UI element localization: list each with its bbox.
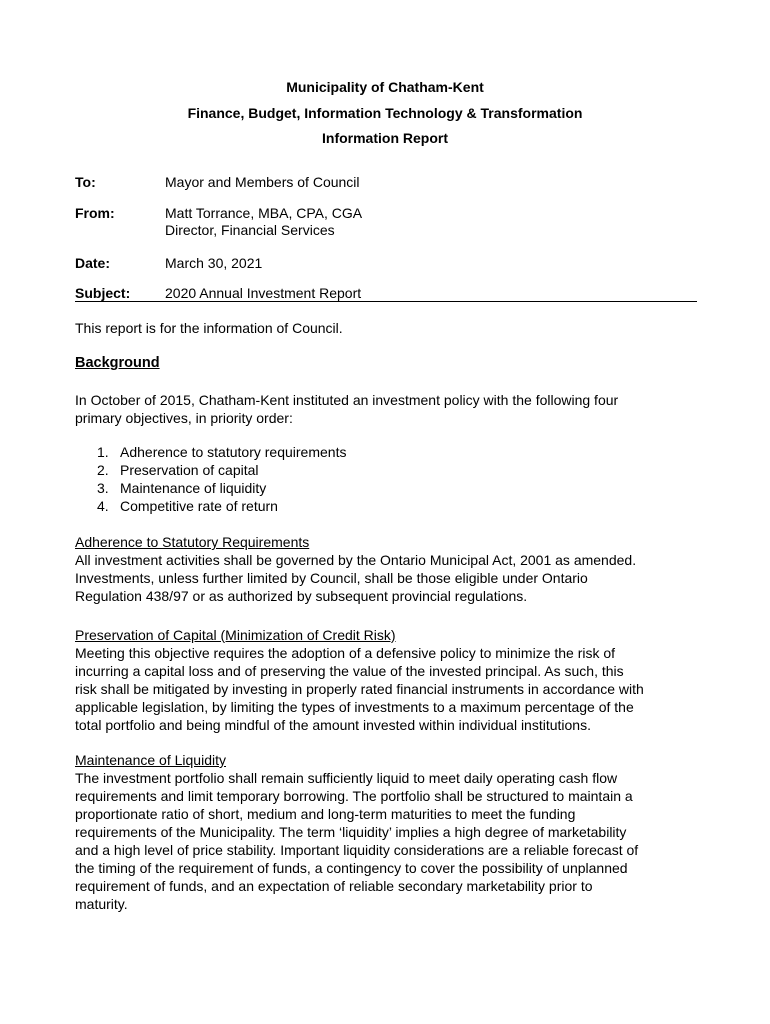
- list-text: Competitive rate of return: [120, 498, 278, 514]
- list-text: Adherence to statutory requirements: [120, 444, 347, 460]
- department-title: Finance, Budget, Information Technology & Transformation: [187, 105, 583, 121]
- capital-section: [75, 626, 697, 734]
- background-paragraph: [75, 391, 697, 427]
- from-value-name: Matt Torrance, MBA, CPA, CGA: [165, 205, 363, 221]
- subject-value: 2020 Annual Investment Report: [165, 285, 362, 301]
- capital-heading: Preservation of Capital (Minimization of Credit Risk): [75, 627, 396, 643]
- subject-divider: [75, 301, 697, 302]
- paragraph-line: requirements and limit temporary borrowing. The portfolio shall be structured to maintain a: [75, 788, 633, 804]
- paragraph-line: Regulation 438/97 or as authorized by subsequent provincial regulations.: [75, 588, 528, 604]
- intro-text: This report is for the information of Council.: [75, 320, 343, 336]
- paragraph-line: applicable legislation, by limiting the types of investments to a maximum percentage of the: [75, 699, 634, 715]
- liquidity-heading: Maintenance of Liquidity: [75, 752, 226, 768]
- list-text: Preservation of capital: [120, 462, 259, 478]
- paragraph-line: the timing of the requirement of funds, a contingency to cover the possibility of unplanned: [75, 860, 628, 876]
- date-value: March 30, 2021: [165, 255, 263, 271]
- paragraph-line: requirements of the Municipality. The term ‘liquidity’ implies a high degree of marketability: [75, 824, 627, 840]
- subject-label: Subject:: [75, 285, 131, 301]
- paragraph-line: risk shall be mitigated by investing in properly rated financial instruments in accordance with: [75, 681, 644, 697]
- date-label: Date:: [75, 255, 111, 271]
- list-number: 1.: [97, 444, 109, 460]
- list-number: 4.: [97, 498, 109, 514]
- list-text: Maintenance of liquidity: [120, 480, 267, 496]
- to-value: Mayor and Members of Council: [165, 174, 360, 190]
- to-label: To:: [75, 174, 96, 190]
- report-type-title: Information Report: [322, 130, 448, 146]
- paragraph-line: The investment portfolio shall remain sufficiently liquid to meet daily operating cash flow: [75, 770, 618, 786]
- list-item: [75, 443, 346, 461]
- from-label: From:: [75, 205, 115, 221]
- paragraph-line: total portfolio and being mindful of the amount invested within individual institutions.: [75, 717, 591, 733]
- list-number: 3.: [97, 480, 109, 496]
- list-item: [75, 479, 346, 497]
- list-number: 2.: [97, 462, 109, 478]
- paragraph-line: and a high level of price stability. Important liquidity considerations are a reliable forecast of: [75, 842, 639, 858]
- paragraph-line: incurring a capital loss and of preserving the value of the invested principal. As such, this: [75, 663, 624, 679]
- objectives-list: [75, 443, 346, 515]
- paragraph-line: In October of 2015, Chatham-Kent instituted an investment policy with the following four: [75, 392, 619, 408]
- liquidity-section: [75, 751, 697, 913]
- organization-title: Municipality of Chatham-Kent: [286, 79, 484, 95]
- paragraph-line: maturity.: [75, 896, 128, 912]
- paragraph-line: Investments, unless further limited by Council, shall be those eligible under Ontario: [75, 570, 588, 586]
- background-heading: Background: [75, 355, 160, 371]
- paragraph-line: primary objectives, in priority order:: [75, 410, 293, 426]
- list-item: [75, 497, 346, 515]
- from-value-title: Director, Financial Services: [165, 222, 335, 238]
- statutory-heading: Adherence to Statutory Requirements: [75, 534, 310, 550]
- paragraph-line: proportionate ratio of short, medium and long-term maturities to meet the funding: [75, 806, 576, 822]
- statutory-section: [75, 533, 697, 605]
- paragraph-line: Meeting this objective requires the adoption of a defensive policy to minimize the risk of: [75, 645, 616, 661]
- paragraph-line: All investment activities shall be governed by the Ontario Municipal Act, 2001 as amended.: [75, 552, 637, 568]
- paragraph-line: requirement of funds, and an expectation of reliable secondary marketability prior to: [75, 878, 593, 894]
- list-item: [75, 461, 346, 479]
